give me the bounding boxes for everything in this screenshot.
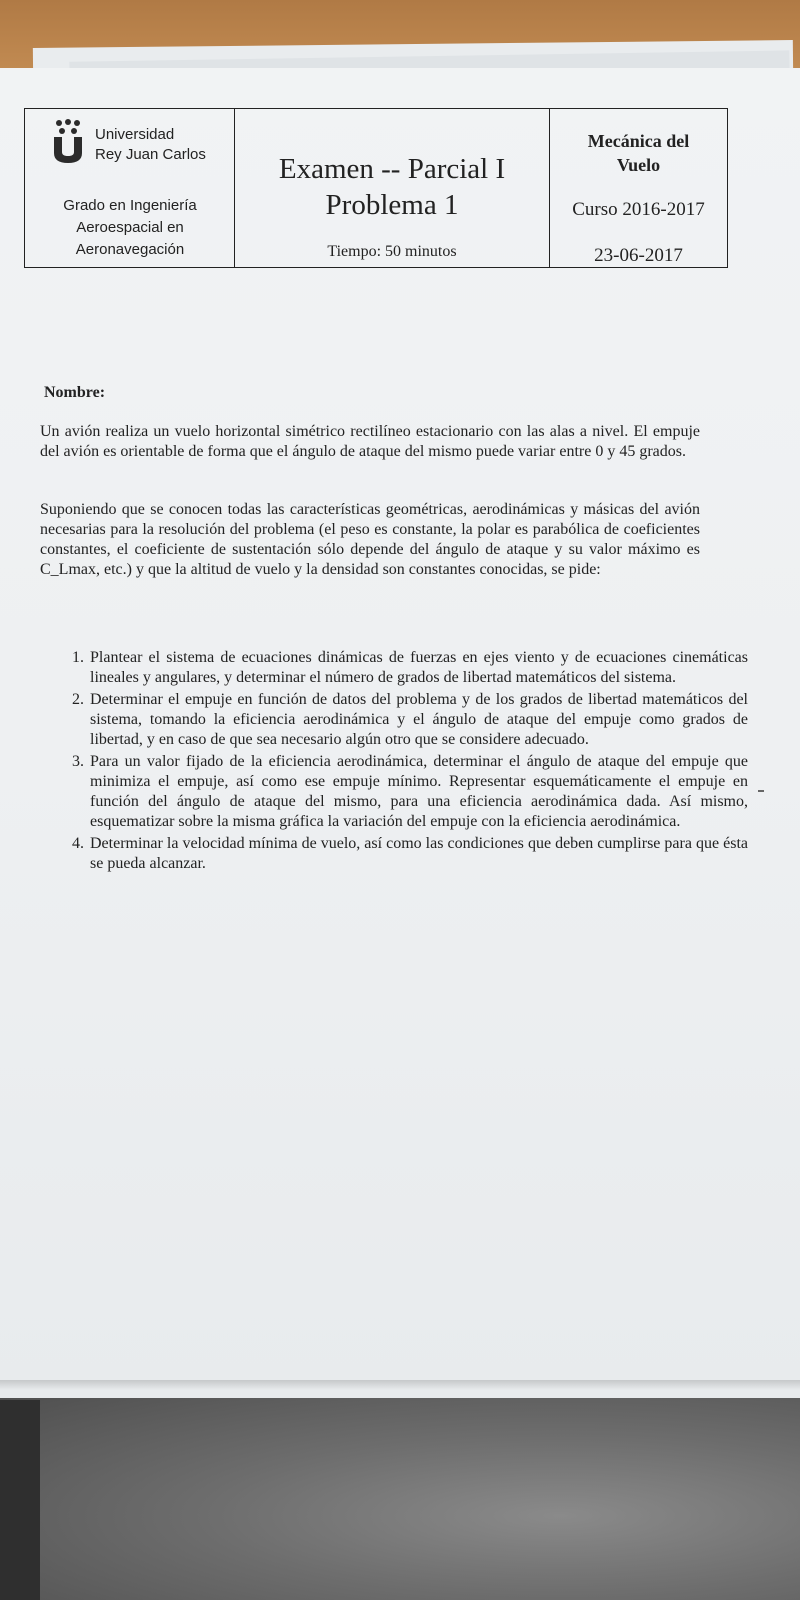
university-line-2: Rey Juan Carlos: [95, 146, 206, 163]
degree-name: [25, 195, 235, 261]
fabric-background: [0, 1390, 800, 1600]
urjc-logo-icon: [51, 119, 85, 163]
degree-line-2: Aeroespacial en: [76, 219, 184, 236]
course-line-1: Mecánica del: [587, 131, 690, 151]
course-name: [550, 129, 727, 177]
question-item: 3. Para un valor fijado de la eficiencia aerodinámica, determinar el ángulo de ataque del empuje que minimiza el empuje, así como ese empuje mínimo. Representar esquemáticamente el empuje en función del ángulo de ataque del mismo, para una eficiencia aerodinámica dada. Así mismo, esquematizar sobre la misma gráfica la variación del empuje con la eficiencia aerodinámica.: [88, 752, 748, 832]
question-item: 4. Determinar la velocidad mínima de vuelo, así como las condiciones que deben cumplirse para que ésta se pueda alcanzar.: [88, 834, 748, 874]
question-item: 1. Plantear el sistema de ecuaciones dinámicas de fuerzas en ejes viento y de ecuaciones cinemáticas lineales y angulares, y determinar el número de grados de libertad matemáticos del sistema.: [88, 648, 748, 688]
pen-mark: [758, 790, 764, 792]
question-list: [40, 648, 748, 876]
exam-title: Examen -- Parcial I: [278, 153, 506, 185]
fabric-shadow: [0, 1400, 40, 1600]
exam-subtitle: Problema 1: [325, 189, 459, 221]
assumptions-paragraph: Suponiendo que se conocen todas las características geométricas, aerodinámicas y másicas del avión necesarias para la resolución del problema (el peso es constante, la polar es parabólica de coeficientes constantes, el coeficiente de sustentación sólo depende del ángulo de ataque y su valor máximo es C_Lmax, etc.) y que la altitud de vuelo y la densidad son constantes conocidas, se pide:: [40, 501, 700, 578]
exam-time: Tiempo: 50 minutos: [327, 243, 457, 260]
course-year: Curso 2016-2017: [572, 199, 705, 220]
university-line-1: Universidad: [95, 126, 175, 143]
name-label: Nombre:: [44, 384, 106, 401]
header-exam-cell: [235, 109, 550, 267]
course-line-2: Vuelo: [616, 155, 661, 175]
header-course-cell: [550, 109, 727, 267]
paper-edge-shadow: [0, 1380, 800, 1390]
question-item: 2. Determinar el empuje en función de datos del problema y de los grados de libertad matemáticos del sistema, tomando la eficiencia aerodinámica y el ángulo de ataque del empuje como grados de libertad, y en caso de que sea necesario algún otro que se considere adecuado.: [88, 690, 748, 750]
degree-line-1: Grado en Ingeniería: [63, 197, 197, 214]
header-university-cell: [25, 109, 235, 267]
university-name: [95, 125, 206, 165]
degree-line-3: Aeronavegación: [75, 241, 185, 258]
exam-date: 23-06-2017: [594, 245, 683, 266]
exam-header-table: [24, 108, 728, 268]
intro-paragraph: Un avión realiza un vuelo horizontal simétrico rectilíneo estacionario con las alas a nivel. El empuje del avión es orientable de forma que el ángulo de ataque del mismo puede variar entre 0 y 45 grados.: [40, 423, 700, 460]
